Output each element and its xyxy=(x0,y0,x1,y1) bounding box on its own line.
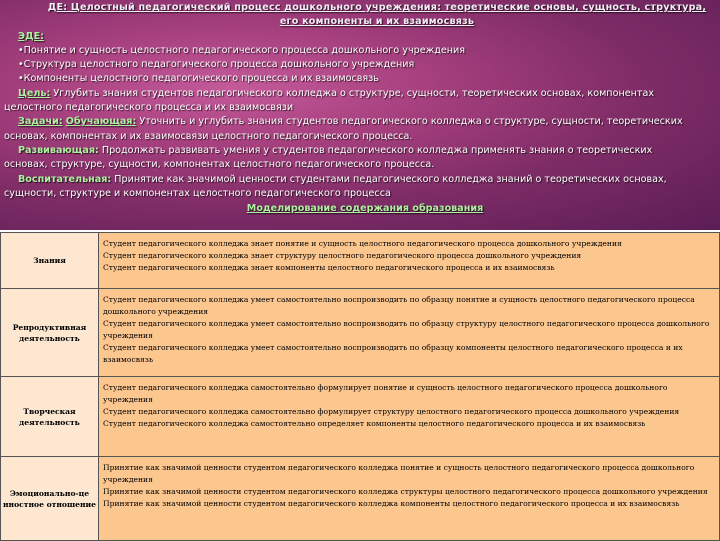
row-label-reproductive: Репродуктивная деятельность xyxy=(1,289,99,377)
goal-paragraph xyxy=(0,87,720,116)
row-content-reproductive xyxy=(99,289,720,377)
table-cell-line: Принятие как значимой ценности студентом педагогического колледжа структуры целостного педагогического процесса дошкольного учреждения xyxy=(103,487,708,496)
developing-text: Продолжать развивать умения у студентов педагогического колледжа применять знания о теоретических основах, структуре, сущности, компонентах целостного педагогического процесса. xyxy=(4,144,653,171)
educational-label: Воспитательная: xyxy=(18,173,112,185)
row-label-knowledge: Знания xyxy=(1,233,99,289)
ede-heading xyxy=(0,30,720,44)
tasks-label: Задачи: xyxy=(18,116,63,128)
educational-task-paragraph xyxy=(0,173,720,202)
table-cell-line: Студент педагогического колледжа самостоятельно формулирует понятие и сущность целостного педагогического процесса дошкольного учреждения xyxy=(103,383,668,404)
table-cell-line: Студент педагогического колледжа знает компоненты целостного педагогического процесса и их взаимосвязь xyxy=(103,263,555,272)
table-row xyxy=(1,377,720,457)
developing-label: Развивающая: xyxy=(18,144,99,156)
table-cell-line: Студент педагогического колледжа умеет самостоятельно воспроизводить по образцу понятие и сущность целостного педагогического процесса дошкольного учреждения xyxy=(103,295,695,316)
row-label-creative: Творческая деятельность xyxy=(1,377,99,457)
table-cell-line: Принятие как значимой ценности студентом педагогического колледжа понятие и сущность целостного педагогического процесса дошкольного учреждения xyxy=(103,463,695,484)
table-cell-line: Принятие как значимой ценности студентом педагогического колледжа компоненты целостного педагогического процесса и их взаимосвязь xyxy=(103,499,680,508)
teaching-label: Обучающая: xyxy=(65,116,137,128)
developing-task-paragraph xyxy=(0,144,720,173)
table-cell-line: Студент педагогического колледжа умеет самостоятельно воспроизводить по образцу компоненты целостного педагогического процесса и их взаимосвязь xyxy=(103,343,683,364)
teaching-task-paragraph xyxy=(0,115,720,144)
table-row xyxy=(1,233,720,289)
slide-header xyxy=(0,0,720,230)
table-row xyxy=(1,289,720,377)
teaching-text: Уточнить и углубить знания студентов педагогического колледжа о структуре, сущности, теоретических основах, компонентах и их взаимосвязи целостного педагогического процесса. xyxy=(4,116,683,142)
goal-label: Цель: xyxy=(18,87,51,99)
model-title: Моделирование содержания образования xyxy=(246,203,484,215)
table-cell-line: Студент педагогического колледжа знает понятие и сущность целостного педагогического процесса дошкольного учреждения xyxy=(103,239,622,248)
row-content-knowledge xyxy=(99,233,720,289)
topic-title-line1: ДЕ: Целостный педагогический процесс дошкольного учреждения: теоретические основы, сущность, структура, xyxy=(47,2,707,13)
table-cell-line: Студент педагогического колледжа самостоятельно формулирует структуру целостного педагогического процесса дошкольного учреждения xyxy=(103,407,680,416)
table-cell-line: Студент педагогического колледжа знает структуру целостного педагогического процесса дошкольного учреждения xyxy=(103,251,582,260)
row-label-emotional-value: Эмоционально-це нностное отношение xyxy=(1,457,99,541)
ede-item-1: •Понятие и сущность целостного педагогического процесса дошкольного учреждения xyxy=(18,44,466,56)
topic-title xyxy=(0,0,720,30)
table-row xyxy=(1,457,720,541)
content-model-table xyxy=(0,232,720,541)
ede-label: ЭДЕ: xyxy=(18,30,44,42)
table-cell-line: Студент педагогического колледжа самостоятельно определяет компоненты целостного педагогического процесса и их взаимосвязь xyxy=(103,419,646,428)
row-content-creative xyxy=(99,377,720,457)
table-cell-line: Студент педагогического колледжа умеет самостоятельно воспроизводить по образцу структуру целостного педагогического процесса дошкольного учреждения xyxy=(103,319,710,340)
educational-text: Принятие как значимой ценности студентами педагогического колледжа знаний о теоретических основах, сущности, структуре и компонентах целостного педагогического процесса xyxy=(4,173,667,199)
topic-title-line2: его компоненты и их взаимосвязь xyxy=(279,16,475,28)
row-content-emotional-value xyxy=(99,457,720,541)
ede-item-2: •Структура целостного педагогического процесса дошкольного учреждения xyxy=(18,59,415,71)
goal-text: Углубить знания студентов педагогического колледжа о структуре, сущности, теоретических основах, компонентах целостного педагогического процесса и их взаимосвязи xyxy=(4,87,655,114)
ede-item-3: •Компоненты целостного педагогического процесса и их взаимосвязь xyxy=(18,73,379,85)
